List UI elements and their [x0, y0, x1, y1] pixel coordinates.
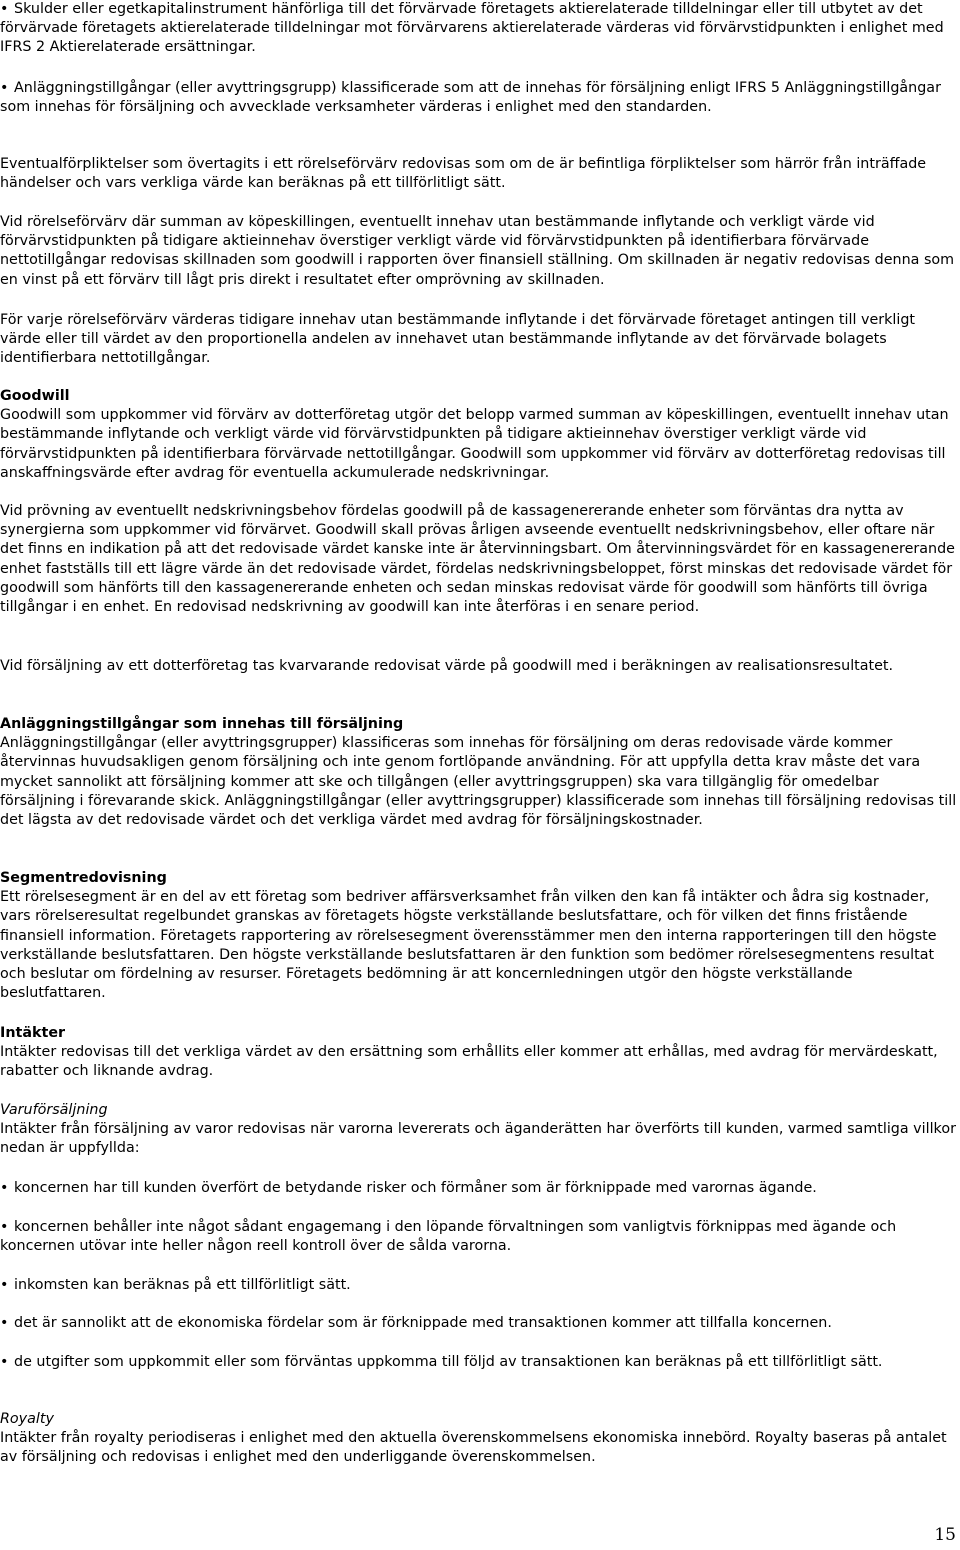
bullet-icon: •: [0, 80, 9, 96]
sub-heading: Royalty: [0, 1411, 54, 1427]
page-number: 15: [934, 1525, 956, 1545]
goods-sales-section: [0, 1101, 958, 1159]
bullet-paragraph: [0, 79, 958, 117]
paragraph: Goodwill som uppkommer vid förvärv av dotterföretag utgör det belopp varmed summan av köpeskillingen, eventuellt innehav utan bestämmande inflytande och verkligt värde vid förvärvstidpunkten på tidigare aktieinnehav överstiger verkligt värde vid förvärvstidpunkten på identifierbara förvärvade nettotillgångar. Goodwill som uppkommer vid förvärv av dotterföretag redovisas till anskaffningsvärde efter avdrag för eventuella ackumulerade nedskrivningar.: [0, 407, 949, 481]
segment-section: [0, 869, 958, 1003]
list-item: [0, 1276, 958, 1295]
paragraph: För varje rörelseförvärv värderas tidigare innehav utan bestämmande inflytande i det förvärvade företaget antingen till verkligt värde eller till värdet av den proportionella andelen av innehavet utan bestämmande inflytande av det förvärvade bolagets identifierbara nettotillgångar.: [0, 312, 916, 367]
list-item-text: de utgifter som uppkommit eller som förväntas uppkomma till följd av transaktionen kan beräknas på ett tillförlitligt sätt.: [14, 1354, 883, 1370]
section-heading: Goodwill: [0, 388, 70, 404]
bullet-icon: •: [0, 1, 9, 17]
list-item: [0, 1218, 958, 1256]
royalty-section: [0, 1410, 958, 1468]
list-item-text: koncernen behåller inte något sådant engagemang i den löpande förvaltningen som vanligtvis förknippas med ägande och koncernen utövar inte heller någon reell kontroll över de sålda varorna.: [0, 1219, 897, 1255]
bullet-icon: •: [0, 1315, 9, 1331]
revenue-section: [0, 1024, 958, 1082]
list-item-text: det är sannolikt att de ekonomiska fördelar som är förknippade med transaktionen kommer att tillfalla koncernen.: [14, 1315, 832, 1331]
bullet-icon: •: [0, 1219, 9, 1235]
section-heading: Intäkter: [0, 1025, 66, 1041]
assets-held-for-sale-section: [0, 715, 958, 830]
paragraph: Vid försäljning av ett dotterföretag tas kvarvarande redovisat värde på goodwill med i beräkningen av realisationsresultatet.: [0, 658, 894, 674]
bullet-icon: •: [0, 1180, 9, 1196]
section-heading: Anläggningstillgångar som innehas till försäljning: [0, 716, 404, 732]
paragraph: Eventualförpliktelser som övertagits i ett rörelseförvärv redovisas som om de är befintliga förpliktelser som härrör från inträffade händelser och vars verkliga värde kan beräknas på ett tillförlitligt sätt.: [0, 156, 927, 192]
goodwill-section: [0, 387, 958, 483]
paragraph: Intäkter från royalty periodiseras i enlighet med den aktuella överenskommelsens ekonomiska innebörd. Royalty baseras på antalet av försäljning och redovisas i enlighet med den underliggande överenskommelsen.: [0, 1430, 947, 1466]
section-heading: Segmentredovisning: [0, 870, 167, 886]
list-item: [0, 1353, 958, 1372]
sub-heading: Varuförsäljning: [0, 1102, 108, 1118]
bullet-text: Skulder eller egetkapitalinstrument hänförliga till det förvärvade företagets aktierelaterade tilldelningar eller till utbytet av det förvärvade företagets aktierelaterade tilldelningar mot förvärvarens aktierelaterade värderas vid förvärvstidpunkten i enlighet med IFRS 2 Aktierelaterade ersättningar.: [0, 1, 944, 56]
paragraph: Intäkter redovisas till det verkliga värdet av den ersättning som erhållits eller kommer att erhållas, med avdrag för mervärdeskatt, rabatter och liknande avdrag.: [0, 1044, 938, 1080]
bullet-icon: •: [0, 1354, 9, 1370]
bullet-icon: •: [0, 1277, 9, 1293]
list-item-text: koncernen har till kunden överfört de betydande risker och förmåner som är förknippade med varornas ägande.: [14, 1180, 817, 1196]
paragraph: Ett rörelsesegment är en del av ett företag som bedriver affärsverksamhet från vilken den kan få intäkter och ådra sig kostnader, vars rörelseresultat regelbundet granskas av företagets högste verkställande beslutsfattare, och för vilken det finns fristående finansiell information. Företagets rapportering av rörelsesegment överensstämmer men den interna rapporteringen till den högste verkställande beslutsfattaren. Den högste verkställande beslutsfattaren är den funktion som bedömer rörelsesegmentens resultat och beslutar om fördelning av resurser. Företagets bedömning är att koncernledningen utgör den högste verkställande beslutfattaren.: [0, 889, 937, 1002]
list-item: [0, 1314, 958, 1333]
paragraph: Anläggningstillgångar (eller avyttringsgrupper) klassificeras som innehas för försäljning om deras redovisade värde kommer återvinnas huvudsakligen genom försäljning och inte genom fortlöpande användning. För att uppfylla detta krav måste det vara mycket sannolikt att försäljning kommer att ske och tillgången (eller avyttringsgruppen) ska vara tillgänglig för omedelbar försäljning i förevarande skick. Anläggningstillgångar (eller avyttringsgrupper) klassificerade som innehas till försäljning redovisas till det lägsta av det redovisade värdet och det verkliga värdet med avdrag för försäljningskostnader.: [0, 735, 957, 829]
paragraph: Intäkter från försäljning av varor redovisas när varorna levererats och äganderätten har överförts till kunden, varmed samtliga villkor nedan är uppfyllda:: [0, 1121, 956, 1157]
list-item-text: inkomsten kan beräknas på ett tillförlitligt sätt.: [14, 1277, 351, 1293]
list-item: [0, 1179, 958, 1198]
paragraph: Vid rörelseförvärv där summan av köpeskillingen, eventuellt innehav utan bestämmande inflytande och verkligt värde vid förvärvstidpunkten på tidigare aktieinnehav överstiger verkligt värde vid förvärvstidpunkten på identifierbara förvärvade nettotillgångar redovisas skillnaden som goodwill i rapporten över finansiell ställning. Om skillnaden är negativ redovisas denna som en vinst på ett förvärv till lågt pris direkt i resultatet efter omprövning av skillnaden.: [0, 214, 955, 288]
paragraph: Vid prövning av eventuellt nedskrivningsbehov fördelas goodwill på de kassagenererande enheter som förväntas dra nytta av synergierna som uppkommer vid förvärvet. Goodwill skall prövas årligen avseende eventuellt nedskrivningsbehov, eller oftare när det finns en indikation på att det redovisade värdet kanske inte är återvinningsbart. Om återvinningsvärdet för en kassagenererande enhet fastställs till ett lägre värde än det redovisade värdet, fördelas nedskrivningsbeloppet, först minskas det redovisade värdet för goodwill som hänförts till den kassagenererande enheten och sedan minskas redovisat värde för goodwill som hänförts till övriga tillgångar i en enhet. En redovisad nedskrivning av goodwill kan inte återföras i en senare period.: [0, 503, 955, 616]
bullet-paragraph: [0, 0, 958, 58]
bullet-text: Anläggningstillgångar (eller avyttringsgrupp) klassificerade som att de innehas för försäljning enligt IFRS 5 Anläggningstillgångar som innehas för försäljning och avvecklade verksamheter värderas i enlighet med den standarden.: [0, 80, 941, 116]
